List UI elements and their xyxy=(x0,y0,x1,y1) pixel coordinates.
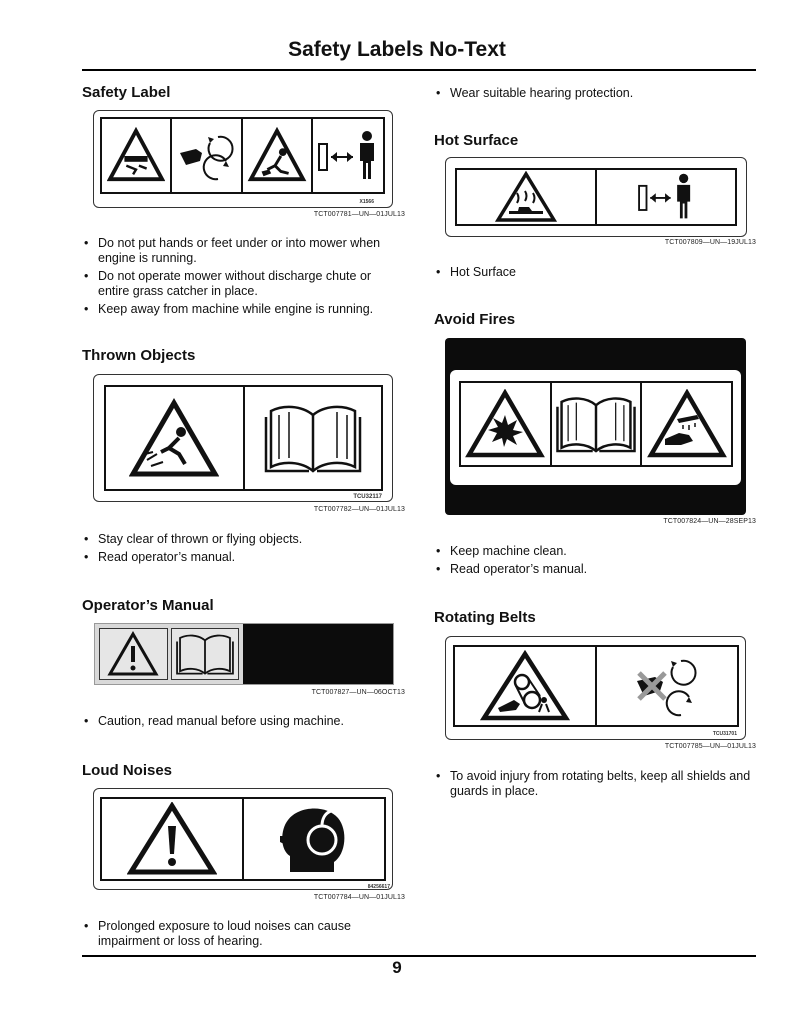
explosion-hazard-icon xyxy=(461,383,552,465)
title-rule xyxy=(82,69,756,71)
hearing-protection-icon xyxy=(244,799,384,879)
hot-surface-hazard-icon xyxy=(457,170,597,224)
figure-caption: TCT007782—UN—01JUL13 xyxy=(313,506,405,513)
belt-entanglement-hazard-icon xyxy=(455,647,597,725)
avoid-fires-heading: Avoid Fires xyxy=(434,311,516,328)
figure-caption: TCT007824—UN—28SEP13 xyxy=(663,518,756,525)
keep-away-icon xyxy=(313,119,383,192)
thrown-objects-heading: Thrown Objects xyxy=(82,347,196,364)
list-item: • Prolonged exposure to loud noises can cause impairment or loss of hearing. xyxy=(82,919,402,949)
hot-surface-decal xyxy=(445,157,747,237)
safety-label-heading: Safety Label xyxy=(82,84,171,101)
label-code: 84256617 xyxy=(367,884,390,890)
rotating-belts-bullets xyxy=(434,769,758,802)
avoid-fires-decal xyxy=(445,338,746,515)
hazard-person-icon xyxy=(243,119,313,192)
black-band xyxy=(243,624,393,684)
figure-caption: TCT007784—UN—01JUL13 xyxy=(313,894,405,901)
figure-caption: TCT007781—UN—01JUL13 xyxy=(313,211,405,218)
hearing-bullets xyxy=(434,86,758,104)
chemical-burn-hazard-icon xyxy=(642,383,731,465)
operators-manual-decal xyxy=(94,623,394,685)
keep-away-icon xyxy=(597,170,735,224)
thrown-objects-decal xyxy=(93,374,393,502)
hot-surface-heading: Hot Surface xyxy=(434,132,519,149)
list-item: • Do not put hands or feet under or into mower when engine is running. xyxy=(82,236,402,266)
list-item: • Hot Surface xyxy=(434,265,758,280)
list-item: • Keep machine clean. xyxy=(434,544,758,559)
figure-caption: TCT007809—UN—19JUL13 xyxy=(664,239,756,246)
warning-icon xyxy=(102,799,244,879)
loud-noises-bullets xyxy=(82,919,402,952)
footer-rule xyxy=(82,955,756,957)
hand-rotation-icon xyxy=(172,119,242,192)
book-icon xyxy=(552,383,643,465)
thrown-objects-hazard-icon xyxy=(106,387,245,489)
figure-caption: TCT007785—UN—01JUL13 xyxy=(664,743,756,750)
page-title: Safety Labels No-Text xyxy=(288,38,506,61)
list-item: • Stay clear of thrown or flying objects. xyxy=(82,532,402,547)
rotating-belts-heading: Rotating Belts xyxy=(434,609,536,626)
list-item: • Read operator’s manual. xyxy=(82,550,402,565)
book-icon xyxy=(171,628,240,680)
loud-noises-decal xyxy=(93,788,393,890)
operators-manual-bullets xyxy=(82,714,402,732)
list-item: • Keep away from machine while engine is running. xyxy=(82,302,402,317)
caution-icon xyxy=(99,628,168,680)
figure-caption: TCT007827—UN—06OCT13 xyxy=(311,689,405,696)
list-item: • Do not operate mower without discharge chute or entire grass catcher in place. xyxy=(82,269,402,299)
list-item: • Wear suitable hearing protection. xyxy=(434,86,758,101)
list-item: • Caution, read manual before using machine. xyxy=(82,714,402,729)
operators-manual-heading: Operator’s Manual xyxy=(82,597,214,614)
page-number: 9 xyxy=(392,958,402,977)
label-code: X1566 xyxy=(359,199,374,205)
label-code: TCU32117 xyxy=(353,494,382,500)
list-item: • To avoid injury from rotating belts, keep all shields and guards in place. xyxy=(434,769,758,799)
safety-label-decal xyxy=(93,110,393,208)
avoid-fires-bullets xyxy=(434,544,758,580)
hazard-feet-icon xyxy=(102,119,172,192)
hand-rotation-prohibited-icon xyxy=(597,647,737,725)
thrown-objects-bullets xyxy=(82,532,402,568)
label-code: TCU31701 xyxy=(712,731,737,737)
rotating-belts-decal xyxy=(445,636,746,740)
safety-label-bullets xyxy=(82,236,402,320)
list-item: • Read operator’s manual. xyxy=(434,562,758,577)
avoid-fires-panel xyxy=(450,370,741,485)
hot-surface-bullets xyxy=(434,265,758,283)
book-icon xyxy=(245,387,382,489)
loud-noises-heading: Loud Noises xyxy=(82,762,173,779)
